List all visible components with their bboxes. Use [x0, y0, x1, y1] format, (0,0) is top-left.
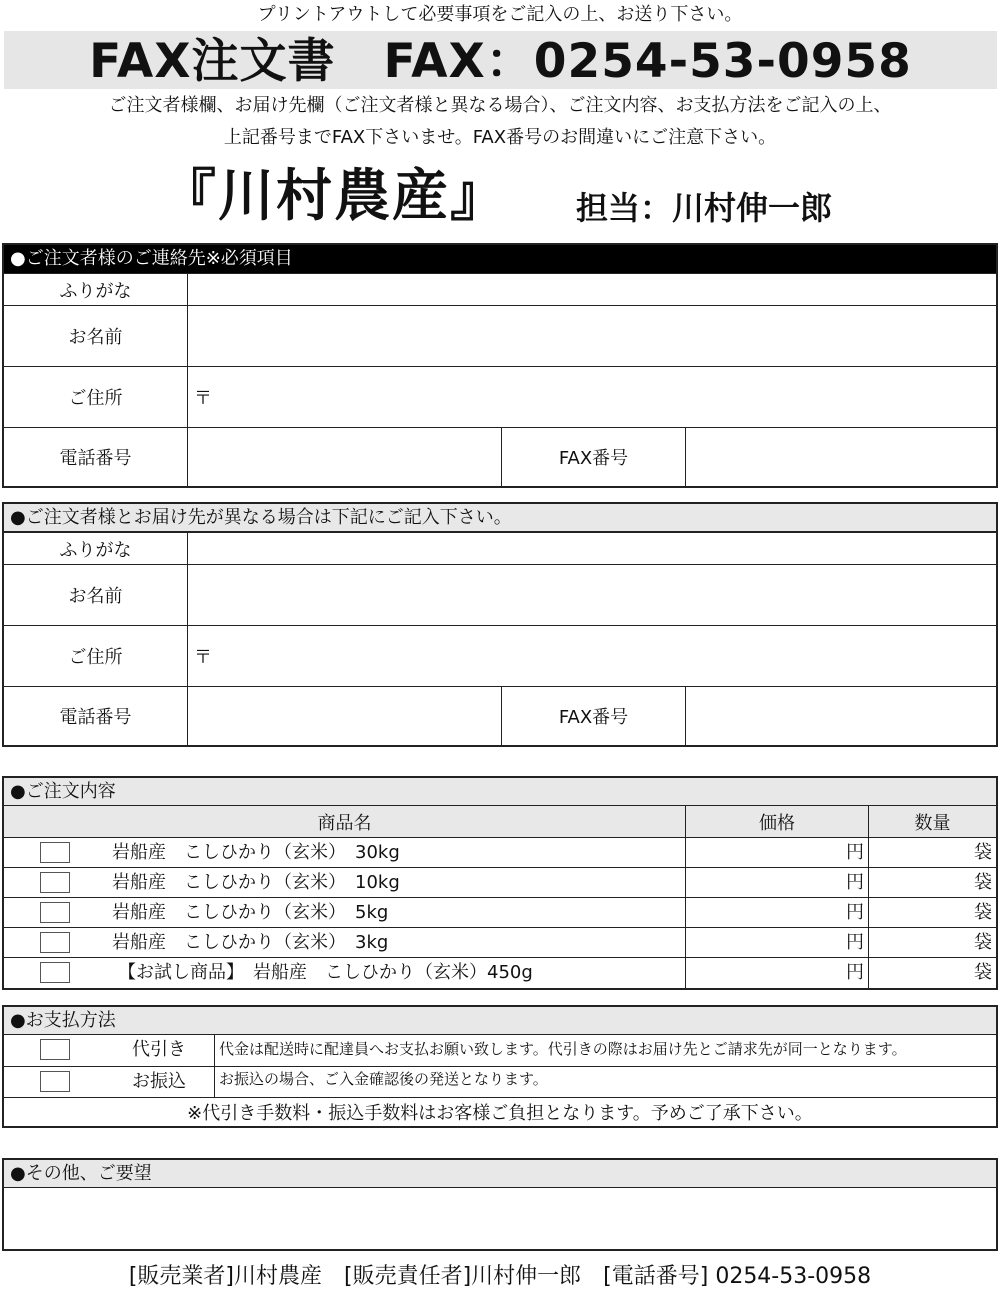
payment-heading: ●お支払方法 — [4, 1007, 996, 1035]
orderer-address-label: ご住所 — [68, 388, 123, 409]
product-name: 岩船産 こしひかり（玄米） 3kg — [112, 932, 389, 953]
delivery-phone-input[interactable] — [187, 687, 501, 745]
column-price: 価格 — [685, 806, 868, 837]
orderer-heading: ●ご注文者様のご連絡先※必須項目 — [4, 245, 996, 273]
payment-section — [2, 1005, 998, 1128]
orderer-name-row — [4, 305, 996, 366]
delivery-furigana-input[interactable] — [187, 533, 996, 564]
order-section — [2, 776, 998, 990]
order-heading: ●ご注文内容 — [4, 778, 996, 806]
payment-option-row — [4, 1066, 996, 1097]
orderer-furigana-label: ふりがな — [59, 280, 132, 302]
yen-unit: 円 — [846, 842, 864, 863]
orderer-address-input[interactable] — [187, 367, 996, 427]
delivery-address-label: ご住所 — [68, 647, 123, 668]
orderer-fax-input[interactable] — [685, 428, 996, 486]
orderer-phone-label: 電話番号 — [59, 448, 132, 469]
orderer-address-row — [4, 366, 996, 427]
product-name: 岩船産 こしひかり（玄米） 30kg — [112, 842, 400, 863]
yen-unit: 円 — [846, 932, 864, 953]
delivery-fax-label: FAX番号 — [501, 687, 685, 745]
price-input[interactable] — [685, 898, 868, 927]
orderer-section — [2, 243, 998, 488]
payment-label-transfer: お振込 — [132, 1071, 186, 1092]
product-name: 岩船産 こしひかり（玄米） 10kg — [112, 872, 400, 893]
page-title — [4, 31, 997, 89]
delivery-section — [2, 502, 998, 747]
product-checkbox[interactable] — [40, 902, 70, 923]
orderer-phone-input[interactable] — [187, 428, 501, 486]
page-title-text: FAX注文書 FAX：0254-53-0958 — [89, 34, 912, 89]
orderer-name-label: お名前 — [68, 327, 123, 348]
orderer-furigana-input[interactable] — [187, 274, 996, 305]
bag-unit: 袋 — [974, 962, 992, 983]
staff-name: 担当：川村伸一郎 — [576, 189, 833, 227]
order-header-row — [4, 806, 996, 837]
product-name: 岩船産 こしひかり（玄米） 5kg — [112, 902, 389, 923]
instruction-line-2: 上記番号までFAX下さいませ。FAX番号のお間違いにご注意下さい。 — [223, 127, 777, 148]
payment-option-row — [4, 1035, 996, 1066]
column-quantity: 数量 — [868, 806, 996, 837]
order-row — [4, 867, 996, 897]
product-name: 【お試し商品】 岩船産 こしひかり（玄米）450g — [118, 962, 533, 983]
delivery-phone-row — [4, 686, 996, 745]
quantity-input[interactable] — [868, 958, 996, 988]
quantity-input[interactable] — [868, 898, 996, 927]
column-product-name: 商品名 — [317, 812, 372, 834]
bag-unit: 袋 — [974, 872, 992, 893]
payment-checkbox-cod[interactable] — [40, 1039, 70, 1060]
delivery-heading: ●ご注文者様とお届け先が異なる場合は下記にご記入下さい。 — [4, 504, 996, 532]
product-checkbox[interactable] — [40, 962, 70, 983]
price-input[interactable] — [685, 838, 868, 867]
other-requests-input[interactable] — [4, 1188, 996, 1249]
other-heading: ●その他、ご要望 — [4, 1160, 996, 1188]
price-input[interactable] — [685, 958, 868, 988]
seller-info-footer: [販売業者]川村農産 [販売責任者]川村伸一郎 [電話番号] 0254-53-0958 — [128, 1264, 872, 1289]
price-input[interactable] — [685, 928, 868, 957]
order-row — [4, 957, 996, 988]
orderer-postal-mark: 〒 — [194, 388, 212, 409]
payment-checkbox-transfer[interactable] — [40, 1071, 70, 1092]
orderer-furigana-row — [4, 273, 996, 305]
delivery-furigana-row — [4, 532, 996, 564]
quantity-input[interactable] — [868, 868, 996, 897]
yen-unit: 円 — [846, 902, 864, 923]
print-instruction: プリントアウトして必要事項をご記入の上、お送り下さい。 — [257, 4, 743, 25]
orderer-fax-label: FAX番号 — [501, 428, 685, 486]
bag-unit: 袋 — [974, 842, 992, 863]
delivery-name-label: お名前 — [68, 586, 123, 607]
other-section — [2, 1158, 998, 1251]
quantity-input[interactable] — [868, 928, 996, 957]
orderer-phone-row — [4, 427, 996, 486]
payment-label-cod: 代引き — [132, 1039, 186, 1060]
delivery-address-input[interactable] — [187, 626, 996, 686]
delivery-furigana-label: ふりがな — [59, 539, 132, 561]
bag-unit: 袋 — [974, 932, 992, 953]
delivery-name-input[interactable] — [187, 565, 996, 625]
delivery-phone-label: 電話番号 — [59, 707, 132, 728]
order-row — [4, 897, 996, 927]
price-input[interactable] — [685, 868, 868, 897]
delivery-name-row — [4, 564, 996, 625]
payment-note: ※代引き手数料・振込手数料はお客様ご負担となります。予めご了承下さい。 — [4, 1097, 996, 1126]
delivery-address-row — [4, 625, 996, 686]
order-row — [4, 837, 996, 867]
quantity-input[interactable] — [868, 838, 996, 867]
yen-unit: 円 — [846, 962, 864, 983]
product-checkbox[interactable] — [40, 842, 70, 863]
instruction-line-1: ご注文者様欄、お届け先欄（ご注文者様と異なる場合）、ご注文内容、お支払方法をご記入の上、 — [108, 95, 892, 116]
bag-unit: 袋 — [974, 902, 992, 923]
product-checkbox[interactable] — [40, 872, 70, 893]
shop-name: 『川村農産』 — [160, 164, 508, 229]
orderer-name-input[interactable] — [187, 306, 996, 366]
delivery-postal-mark: 〒 — [194, 647, 212, 668]
yen-unit: 円 — [846, 872, 864, 893]
payment-desc-cod: 代金は配送時に配達員へお支払お願い致します。代引きの際はお届け先とご請求先が同一となります。 — [214, 1035, 996, 1066]
delivery-fax-input[interactable] — [685, 687, 996, 745]
product-checkbox[interactable] — [40, 932, 70, 953]
order-row — [4, 927, 996, 957]
payment-desc-transfer: お振込の場合、ご入金確認後の発送となります。 — [214, 1067, 996, 1097]
